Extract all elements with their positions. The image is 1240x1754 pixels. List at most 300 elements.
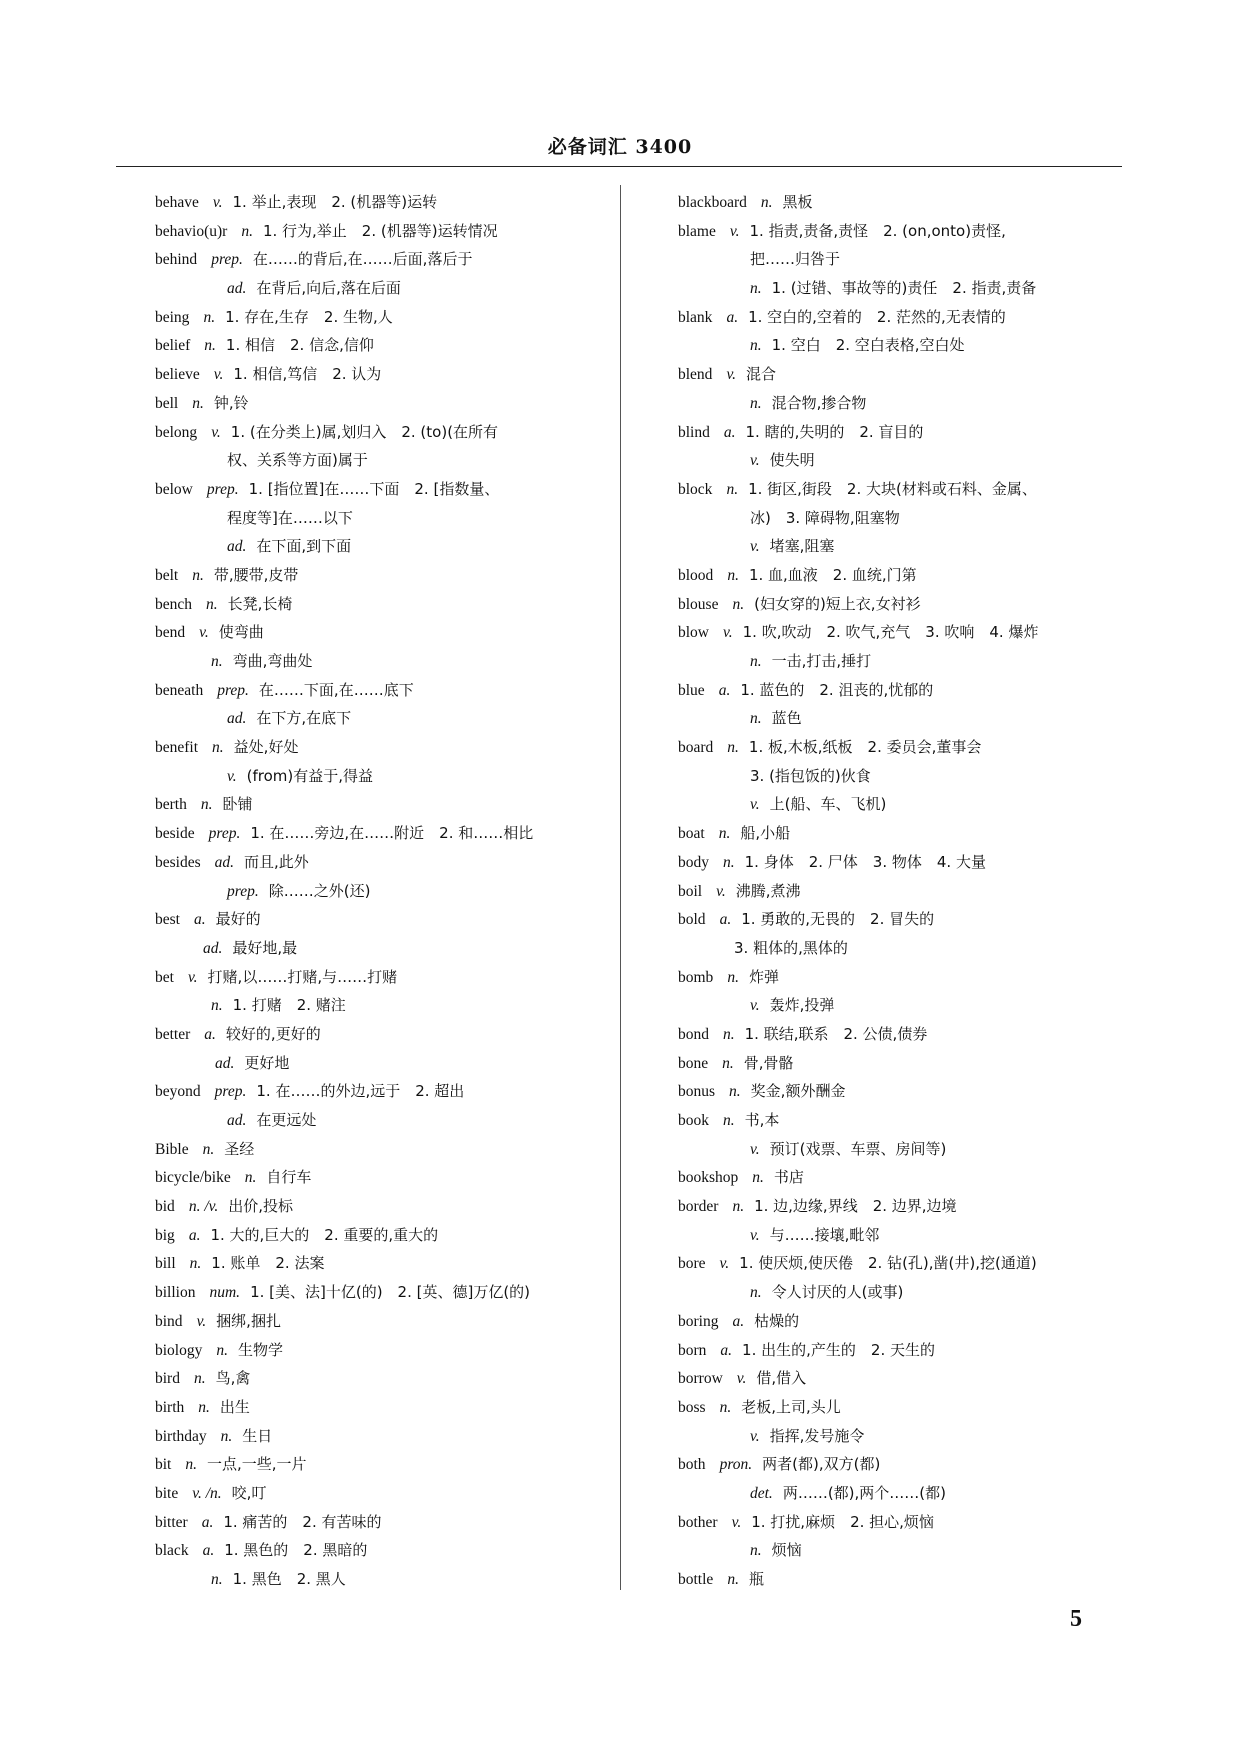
part-of-speech: v. [212, 194, 223, 211]
part-of-speech: n. [204, 337, 216, 355]
definition: 1. 黑色 2. 黑人 [232, 1570, 346, 1588]
part-of-speech: prep. [208, 825, 241, 843]
headword: boil [678, 882, 703, 900]
dictionary-entry-line [678, 303, 1148, 332]
dictionary-entry-line [678, 1422, 1148, 1451]
dictionary-entry-line [155, 877, 605, 906]
definition: 1. 打扰,麻烦 2. 担心,烦恼 [751, 1512, 934, 1531]
headword: book [678, 1112, 709, 1129]
part-of-speech: n. [198, 1398, 210, 1416]
definition: 1. 联结,联系 2. 公债,债券 [744, 1024, 928, 1043]
dictionary-entry-line [155, 360, 605, 389]
headword: both [678, 1456, 706, 1474]
part-of-speech: n. [202, 1140, 215, 1158]
part-of-speech: n. [192, 394, 204, 412]
dictionary-entry-line [678, 1565, 1148, 1594]
headword: bicycle/bike [155, 1169, 231, 1187]
dictionary-entry-line [155, 446, 605, 475]
dictionary-entry-line [678, 1106, 1148, 1135]
part-of-speech: n. [719, 1398, 732, 1416]
headword: bit [155, 1456, 172, 1474]
part-of-speech: ad. [227, 280, 247, 298]
definition: 出价,投标 [228, 1197, 294, 1216]
part-of-speech: a. [188, 1226, 201, 1244]
definition: 咬,叮 [231, 1483, 267, 1502]
definition: 1. 大的,巨大的 2. 重要的,重大的 [210, 1225, 439, 1244]
headword: bother [678, 1513, 718, 1531]
part-of-speech: n. [727, 1571, 739, 1588]
headword: beneath [155, 681, 204, 699]
definition: 与……接壤,毗邻 [769, 1225, 880, 1244]
definition: 在背后,向后,落在后面 [256, 279, 401, 298]
definition: 1. [美、法]十亿(的) 2. [英、德]万亿(的) [250, 1283, 531, 1302]
dictionary-entry-line [678, 1364, 1148, 1393]
right-column [678, 188, 1148, 1594]
dictionary-entry-line [678, 618, 1148, 647]
dictionary-entry-line [155, 1077, 605, 1106]
definition: 1. 蓝色的 2. 沮丧的,忧郁的 [740, 680, 934, 699]
definition: 更好地 [244, 1053, 290, 1072]
definition: 1. 出生的,产生的 2. 天生的 [742, 1340, 935, 1359]
headword: blackboard [678, 194, 747, 211]
headword: bore [678, 1255, 706, 1273]
headword: bird [155, 1370, 180, 1388]
definition: 枯燥的 [754, 1311, 800, 1330]
headword: born [678, 1341, 707, 1359]
headword: big [155, 1226, 175, 1244]
dictionary-entry-line [155, 647, 605, 676]
dictionary-entry-line [678, 1307, 1148, 1336]
dictionary-entry-line [678, 1135, 1148, 1164]
definition: 混合 [746, 365, 777, 384]
dictionary-entry-line [155, 590, 605, 619]
dictionary-entry-line [678, 446, 1148, 475]
part-of-speech: v. [750, 1427, 760, 1445]
part-of-speech: n. [750, 337, 762, 355]
dictionary-entry-line [155, 532, 605, 561]
dictionary-entry-line [155, 331, 605, 360]
part-of-speech: prep. [217, 681, 249, 699]
part-of-speech: ad. [215, 1054, 235, 1072]
definition: 自行车 [266, 1168, 312, 1187]
definition: 1. 板,木板,纸板 2. 委员会,董事会 [748, 738, 982, 757]
definition: 骨,骨骼 [743, 1053, 794, 1072]
part-of-speech: ad. [227, 710, 247, 728]
dictionary-entry-line [678, 1336, 1148, 1365]
headword: belong [155, 423, 198, 441]
title-rule [116, 166, 1122, 167]
headword: beyond [155, 1083, 201, 1101]
definition: 1. 空白 2. 空白表格,空白处 [771, 336, 965, 355]
headword: beside [155, 825, 195, 843]
headword: behavio(u)r [155, 222, 228, 240]
definition: 奖金,额外酬金 [750, 1082, 846, 1101]
definition: 炸弹 [748, 967, 779, 986]
part-of-speech: a. [719, 911, 732, 929]
part-of-speech: prep. [206, 480, 239, 498]
part-of-speech: a. [204, 1025, 216, 1043]
dictionary-entry-line [678, 274, 1148, 303]
part-of-speech: n. [200, 796, 213, 814]
headword: body [678, 853, 709, 871]
dictionary-entry-line [155, 1221, 605, 1250]
dictionary-entry-line [155, 504, 605, 533]
headword: block [678, 480, 713, 498]
part-of-speech: v. [716, 882, 726, 900]
headword: bottle [678, 1571, 714, 1588]
dictionary-entry-line [678, 1249, 1148, 1278]
headword: blind [678, 423, 710, 441]
headword: belt [155, 566, 179, 584]
definition: (from)有益于,得益 [246, 766, 373, 785]
dictionary-entry-line [155, 1393, 605, 1422]
headword: bend [155, 624, 186, 642]
headword: blouse [678, 595, 719, 613]
definition: 沸腾,煮沸 [735, 881, 801, 900]
part-of-speech: n. [211, 997, 223, 1015]
definition: 出生 [219, 1397, 250, 1416]
definition: 把……归咎于 [750, 250, 841, 269]
definition: 1. 吹,吹动 2. 吹气,充气 3. 吹响 4. 爆炸 [742, 623, 1039, 642]
definition: 钟,铃 [213, 393, 249, 412]
dictionary-entry-line [155, 733, 605, 762]
part-of-speech: n. [211, 653, 223, 670]
definition: 瓶 [748, 1570, 764, 1588]
part-of-speech: n. [729, 1083, 741, 1101]
part-of-speech: prep. [214, 1083, 247, 1101]
dictionary-entry-line [155, 1192, 605, 1221]
dictionary-entry-line [678, 1479, 1148, 1508]
headword: bold [678, 911, 706, 929]
definition: 堵塞,阻塞 [769, 537, 835, 556]
part-of-speech: pron. [719, 1456, 753, 1474]
definition: 1. 街区,街段 2. 大块(材料或石料、金属、 [748, 479, 1037, 498]
part-of-speech: v. [199, 624, 209, 642]
definition: 令人讨厌的人(或事) [771, 1283, 904, 1302]
dictionary-entry-line [678, 245, 1148, 274]
definition: 指挥,发号施令 [769, 1426, 865, 1445]
definition: 船,小船 [740, 824, 791, 843]
definition: 1. 举止,表现 2. (机器等)运转 [232, 193, 438, 211]
headword: besides [155, 853, 201, 871]
dictionary-entry-line [678, 905, 1148, 934]
part-of-speech: n. [211, 1571, 223, 1588]
part-of-speech: n. [732, 595, 745, 613]
headword: bite [155, 1484, 179, 1502]
definition: 1. 使厌烦,使厌倦 2. 钻(孔),凿(井),挖(通道) [739, 1254, 1037, 1273]
dictionary-entry-line [155, 303, 605, 332]
dictionary-entry-line [155, 1163, 605, 1192]
headword: bomb [678, 968, 714, 986]
part-of-speech: a. [201, 1513, 214, 1531]
dictionary-entry-line [678, 790, 1148, 819]
dictionary-entry-line [155, 245, 605, 274]
definition: 打赌,以……打赌,与……打赌 [207, 967, 398, 986]
dictionary-entry-line [678, 1508, 1148, 1537]
definition: 1. 空白的,空着的 2. 茫然的,无表情的 [748, 307, 1006, 326]
definition: (妇女穿的)短上衣,女衬衫 [754, 594, 921, 613]
part-of-speech: n. [727, 739, 739, 757]
part-of-speech: a. [732, 1312, 745, 1330]
part-of-speech: v. [731, 1513, 742, 1531]
dictionary-entry-line [678, 1163, 1148, 1192]
dictionary-entry-line [678, 561, 1148, 590]
left-column [155, 188, 605, 1594]
dictionary-entry-line [155, 1450, 605, 1479]
headword: blame [678, 222, 716, 240]
part-of-speech: v. [729, 222, 740, 240]
dictionary-entry-line [155, 704, 605, 733]
dictionary-entry-line [155, 991, 605, 1020]
part-of-speech: v. [736, 1370, 747, 1388]
definition: 1. 存在,生存 2. 生物,人 [225, 307, 393, 326]
part-of-speech: v. [750, 796, 760, 814]
dictionary-entry-line [155, 1106, 605, 1135]
part-of-speech: a. [718, 681, 731, 699]
part-of-speech: num. [209, 1284, 241, 1302]
definition: 在更远处 [256, 1111, 317, 1129]
dictionary-entry-line [155, 905, 605, 934]
dictionary-entry-line [678, 676, 1148, 705]
headword: bone [678, 1054, 709, 1072]
headword: boat [678, 825, 705, 843]
headword: behind [155, 251, 198, 269]
definition: 最好地,最 [232, 938, 298, 957]
part-of-speech: n. [727, 566, 739, 584]
part-of-speech: n. [750, 1284, 762, 1302]
definition: 在下方,在底下 [256, 709, 352, 728]
dictionary-entry-line [678, 1192, 1148, 1221]
definition: 蓝色 [771, 709, 802, 728]
definition: 黑板 [782, 193, 813, 211]
headword: behave [155, 194, 199, 211]
part-of-speech: v. [750, 1140, 760, 1158]
dictionary-entry-line [155, 819, 605, 848]
part-of-speech: n. [723, 1025, 735, 1043]
headword: bill [155, 1255, 176, 1273]
dictionary-entry-line [678, 217, 1148, 246]
definition: 生物学 [238, 1340, 284, 1359]
definition: 1. [指位置]在……下面 2. [指数量、 [248, 479, 500, 498]
headword: black [155, 1542, 189, 1560]
dictionary-entry-line [155, 762, 605, 791]
page-title: 必备词汇 3400 [547, 136, 693, 158]
definition: 权、关系等方面)属于 [227, 451, 368, 470]
headword: below [155, 480, 193, 498]
definition: 在……下面,在……底下 [258, 680, 414, 699]
definition: 冰) 3. 障碍物,阻塞物 [750, 508, 900, 527]
part-of-speech: v. [750, 1226, 760, 1244]
definition: 1. 在……的外边,远于 2. 超出 [256, 1082, 465, 1101]
part-of-speech: n. [750, 394, 762, 412]
dictionary-entry-line [678, 475, 1148, 504]
part-of-speech: n. [216, 1341, 228, 1359]
headword: blank [678, 308, 713, 326]
dictionary-entry-line [155, 188, 605, 217]
part-of-speech: a. [720, 1341, 733, 1359]
definition: 上(船、车、飞机) [769, 795, 887, 814]
dictionary-entry-line [678, 1049, 1148, 1078]
dictionary-entry-line [678, 647, 1148, 676]
dictionary-entry-line [155, 475, 605, 504]
part-of-speech: v. [750, 997, 760, 1015]
definition: 3. 粗体的,黑体的 [734, 938, 848, 957]
dictionary-entry-line [678, 331, 1148, 360]
part-of-speech: n. [750, 653, 762, 670]
part-of-speech: v. [187, 968, 198, 986]
part-of-speech: ad. [214, 853, 235, 871]
headword: bell [155, 394, 179, 412]
part-of-speech: v. /n. [192, 1484, 222, 1502]
dictionary-entry-line [155, 1278, 605, 1307]
part-of-speech: ad. [227, 1112, 247, 1129]
definition: 较好的,更好的 [225, 1024, 321, 1043]
dictionary-entry-line [678, 1393, 1148, 1422]
part-of-speech: v. [211, 423, 221, 441]
definition: 预订(戏票、车票、房间等) [769, 1139, 947, 1158]
dictionary-entry-line [155, 1565, 605, 1594]
dictionary-entry-line [155, 1307, 605, 1336]
definition: 1. 行为,举止 2. (机器等)运转情况 [262, 221, 498, 240]
part-of-speech: v. [726, 366, 737, 384]
dictionary-entry-line [678, 819, 1148, 848]
dictionary-entry-line [155, 1422, 605, 1451]
dictionary-entry-line [678, 1536, 1148, 1565]
dictionary-entry-line [678, 1077, 1148, 1106]
dictionary-entry-line [678, 532, 1148, 561]
definition: 最好的 [215, 910, 261, 929]
headword: borrow [678, 1370, 723, 1388]
dictionary-entry-line [678, 504, 1148, 533]
dictionary-entry-line [155, 790, 605, 819]
dictionary-entry-line [155, 1336, 605, 1365]
part-of-speech: n. [206, 595, 218, 613]
headword: bid [155, 1198, 175, 1216]
part-of-speech: n. [722, 1054, 734, 1072]
dictionary-entry-line [155, 963, 605, 992]
definition: 老板,上司,头儿 [741, 1397, 841, 1416]
part-of-speech: v. [213, 366, 224, 384]
definition: 使失明 [769, 451, 815, 470]
definition: 1. 指责,责备,责怪 2. (on,onto)责怪, [749, 221, 1006, 240]
part-of-speech: v. [723, 624, 733, 642]
headword: Bible [155, 1140, 189, 1158]
dictionary-entry-line [155, 1479, 605, 1508]
part-of-speech: n. [718, 825, 731, 843]
definition: 长凳,长椅 [227, 594, 293, 613]
dictionary-entry-line [155, 848, 605, 877]
definition: 借,借入 [756, 1369, 807, 1388]
part-of-speech: n. [732, 1198, 745, 1216]
definition: 程度等]在……以下 [227, 508, 353, 527]
dictionary-entry-line [155, 676, 605, 705]
dictionary-entry-line [678, 991, 1148, 1020]
headword: blend [678, 366, 713, 384]
part-of-speech: n. [244, 1169, 257, 1187]
part-of-speech: n. [189, 1255, 202, 1273]
part-of-speech: n. [750, 710, 762, 728]
dictionary-entry-line [678, 1278, 1148, 1307]
part-of-speech: a. [193, 911, 206, 929]
headword: billion [155, 1284, 196, 1302]
headword: bet [155, 968, 174, 986]
dictionary-entry-line [155, 1049, 605, 1078]
definition: 1. 勇敢的,无畏的 2. 冒失的 [741, 910, 935, 929]
dictionary-entry-line [678, 590, 1148, 619]
headword: biology [155, 1341, 203, 1359]
headword: benefit [155, 739, 199, 757]
headword: boring [678, 1312, 719, 1330]
dictionary-entry-line [678, 1450, 1148, 1479]
column-divider [620, 185, 621, 1590]
dictionary-entry-line [678, 934, 1148, 963]
definition: 卧铺 [222, 795, 253, 814]
part-of-speech: a. [202, 1542, 215, 1560]
definition: 1. (过错、事故等的)责任 2. 指责,责备 [771, 279, 1037, 298]
part-of-speech: n. /v. [188, 1198, 219, 1216]
headword: blood [678, 566, 714, 584]
definition: 两……(都),两个……(都) [782, 1483, 946, 1502]
definition: 1. 相信,笃信 2. 认为 [233, 365, 382, 384]
part-of-speech: v. [227, 767, 237, 785]
dictionary-entry-line [678, 704, 1148, 733]
headword: blow [678, 624, 709, 642]
definition: 1. (在分类上)属,划归入 2. (to)(在所有 [230, 422, 499, 441]
dictionary-entry-line [155, 1135, 605, 1164]
part-of-speech: n. [203, 308, 216, 326]
part-of-speech: prep. [211, 251, 243, 269]
headword: bind [155, 1312, 183, 1330]
part-of-speech: a. [726, 308, 739, 326]
dictionary-entry-line [155, 934, 605, 963]
headword: believe [155, 366, 200, 384]
headword: better [155, 1025, 191, 1043]
definition: 书店 [773, 1168, 804, 1187]
part-of-speech: ad. [227, 538, 247, 556]
headword: boss [678, 1398, 706, 1416]
headword: blue [678, 681, 705, 699]
definition: 烦恼 [771, 1541, 802, 1560]
definition: 鸟,禽 [215, 1369, 251, 1388]
definition: 两者(都),双方(都) [762, 1455, 881, 1474]
dictionary-entry-line [678, 848, 1148, 877]
definition: 1. 痛苦的 2. 有苦味的 [223, 1512, 382, 1531]
definition: 带,腰带,皮带 [213, 565, 299, 584]
definition: 轰炸,投弹 [769, 996, 835, 1015]
definition: 除……之外(还) [268, 881, 371, 900]
headword: best [155, 911, 180, 929]
dictionary-entry-line [678, 1020, 1148, 1049]
part-of-speech: n. [192, 566, 204, 584]
dictionary-entry-line [678, 188, 1148, 217]
part-of-speech: n. [220, 1427, 233, 1445]
dictionary-entry-line [678, 360, 1148, 389]
definition: 一点,一些,一片 [207, 1455, 307, 1474]
definition: 1. 黑色的 2. 黑暗的 [224, 1541, 368, 1560]
part-of-speech: n. [726, 480, 739, 498]
part-of-speech: prep. [227, 882, 259, 900]
definition: 1. 血,血液 2. 血统,门第 [748, 565, 917, 584]
definition: 1. 边,边缘,界线 2. 边界,边境 [754, 1197, 957, 1216]
part-of-speech: n. [750, 280, 762, 298]
dictionary-entry-line [155, 1020, 605, 1049]
dictionary-entry-line [678, 877, 1148, 906]
part-of-speech: n. [723, 853, 735, 871]
dictionary-entry-line [155, 1536, 605, 1565]
definition: 使弯曲 [218, 623, 264, 642]
headword: belief [155, 337, 191, 355]
dictionary-entry-line [678, 418, 1148, 447]
